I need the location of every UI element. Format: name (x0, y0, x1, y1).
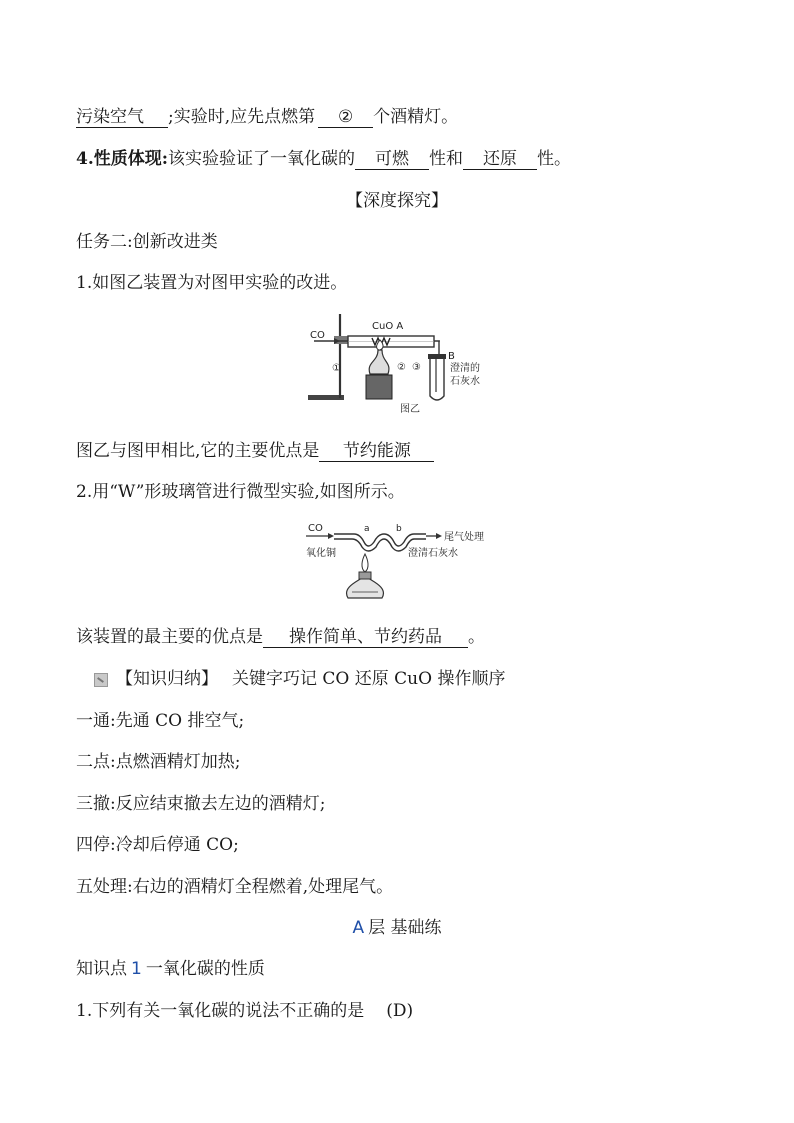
q1-answer-blank: 节约能源 (319, 441, 434, 462)
knowledge-header (94, 668, 505, 690)
text-xing: 性。 (537, 149, 572, 169)
label-n1: ① (332, 363, 341, 374)
q2-answer-suffix: 。 (468, 627, 485, 647)
text-lamp: 个酒精灯。 (373, 107, 459, 127)
line-pollution (76, 106, 458, 128)
wood-block (366, 375, 392, 399)
heading-property: 4.性质体现: (76, 149, 169, 169)
figure-yi-apparatus (300, 312, 500, 418)
task-two: 任务二:创新改进类 (76, 232, 218, 252)
question-1-text: 1.如图乙装置为对图甲实验的改进。 (76, 273, 348, 293)
label-cuo-a: CuO A (372, 321, 404, 332)
caption-figure-yi: 图乙 (400, 404, 420, 415)
blank-reducing: 还原 (463, 149, 537, 170)
text-experiment: ;实验时,应先点燃第 (168, 107, 316, 127)
knowledge-point-1 (76, 958, 265, 980)
knowledge-item-2: 二点:点燃酒精灯加热; (76, 752, 241, 772)
label-n3: ③ (412, 362, 421, 373)
q1-answer-prefix: 图乙与图甲相比,它的主要优点是 (76, 441, 320, 461)
stand-base (308, 395, 344, 400)
label-limewater-1: 澄清的 (450, 363, 480, 374)
label-co: CO (310, 330, 325, 341)
text-and: 性和 (429, 149, 464, 169)
label-w-cuo: 氧化铜 (306, 548, 336, 559)
figure-w-tube (302, 520, 502, 604)
question-1-mc-answer: (D) (386, 1001, 414, 1021)
blank-lamp-number: ② (318, 107, 373, 128)
blank-pollute-air: 污染空气 (76, 107, 168, 128)
question-1-mc (76, 1000, 413, 1022)
label-n2: ② (397, 362, 406, 373)
test-tube-b (430, 356, 444, 400)
knowledge-item-5: 五处理:右边的酒精灯全程燃着,处理尾气。 (76, 877, 394, 897)
point-prefix: 知识点 (76, 959, 127, 979)
label-w-b: b (396, 524, 402, 534)
level-a-letter: A (352, 918, 365, 938)
label-w-co: CO (308, 523, 323, 534)
knowledge-item-4: 四停:冷却后停通 CO; (76, 835, 239, 855)
label-b: B (448, 351, 455, 362)
section-deep-explore: 【深度探究】 (346, 191, 448, 211)
label-w-a: a (364, 524, 370, 534)
label-w-tail: 尾气处理 (444, 532, 484, 543)
level-a-heading (0, 917, 794, 939)
blank-combustible: 可燃 (355, 149, 429, 170)
level-a-text: 层 基础练 (368, 918, 442, 938)
q2-answer-prefix: 该装置的最主要的优点是 (76, 627, 263, 647)
line-property (76, 148, 571, 170)
knowledge-title: 【知识归纳】 (116, 669, 218, 689)
note-icon (94, 673, 108, 687)
text-verify: 该实验验证了一氧化碳的 (168, 149, 356, 169)
w-alcohol-lamp (347, 578, 384, 598)
knowledge-subtitle: 关键字巧记 CO 还原 CuO 操作顺序 (232, 669, 506, 689)
label-w-limewater: 澄清石灰水 (408, 548, 458, 559)
point-title: 一氧化碳的性质 (145, 959, 265, 979)
knowledge-item-3: 三撤:反应结束撤去左边的酒精灯; (76, 794, 326, 814)
label-limewater-2: 石灰水 (450, 376, 480, 387)
question-1-mc-text: 1.下列有关一氧化碳的说法不正确的是 (76, 1001, 365, 1021)
q2-answer-blank: 操作简单、节约药品 (263, 627, 468, 648)
knowledge-item-1: 一通:先通 CO 排空气; (76, 711, 245, 731)
q2-answer-line (76, 626, 485, 648)
alcohol-lamp-1 (369, 350, 389, 374)
q1-answer-line (76, 440, 434, 462)
point-number: 1 (131, 959, 142, 979)
question-2-text: 2.用“W”形玻璃管进行微型实验,如图所示。 (76, 482, 405, 502)
